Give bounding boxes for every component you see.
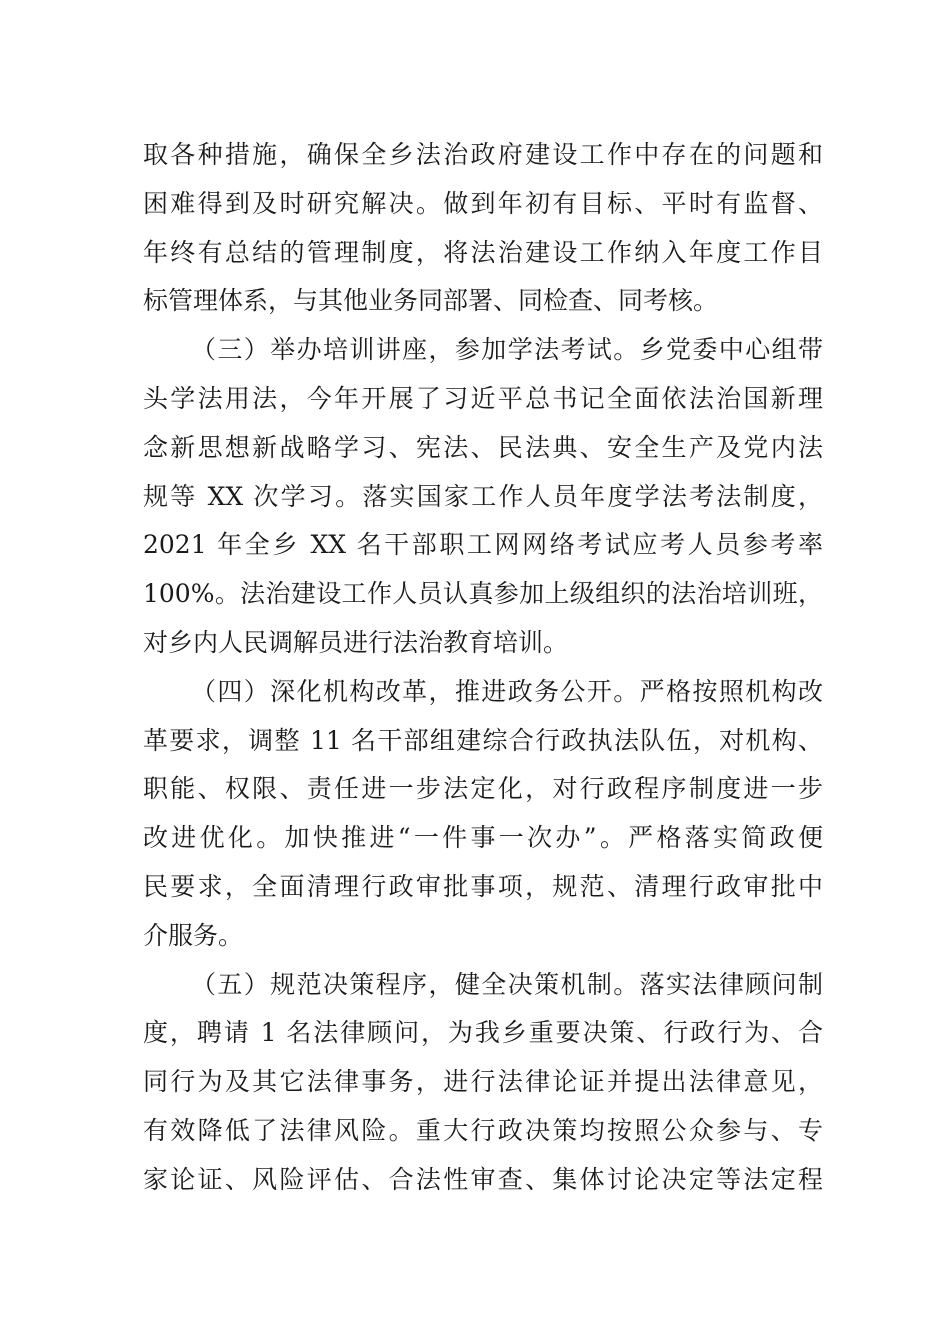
text-line: 100%。法治建设工作人员认真参加上级组织的法治培训班， [143, 579, 823, 609]
text-line: 对乡内人民调解员进行法治教育培训。 [143, 627, 569, 657]
section-heading-line: （三）举办培训讲座，参加学法考试。乡党委中心组带 [191, 335, 823, 365]
text-line: 取各种措施，确保全乡法治政府建设工作中存在的问题和 [143, 140, 823, 169]
text-line: 标管理体系，与其他业务同部署、同检查、同考核。 [143, 286, 719, 316]
text-line: 民要求，全面清理行政审批事项，规范、清理行政审批中 [143, 871, 823, 901]
text-line: 革要求，调整 11 名干部组建综合行政执法队伍，对机构、 [143, 725, 823, 755]
text-line: 年终有总结的管理制度，将法治建设工作纳入年度工作目 [143, 237, 823, 267]
text-line: 有效降低了法律风险。重大行政决策均按照公众参与、专 [143, 1115, 823, 1145]
text-line: 2021 年全乡 XX 名干部职工网网络考试应考人员参考率 [143, 530, 823, 560]
text-line: 介服务。 [143, 920, 244, 950]
text-line: 念新思想新战略学习、宪法、民法典、安全生产及党内法 [143, 432, 823, 462]
section-heading-line: （四）深化机构改革，推进政务公开。严格按照机构改 [191, 676, 823, 706]
text-line: 家论证、风险评估、合法性审查、集体讨论决定等法定程 [143, 1164, 823, 1194]
text-line: 改进优化。加快推进“一件事一次办”。严格落实简政便 [143, 823, 823, 853]
text-line: 困难得到及时研究解决。做到年初有目标、平时有监督、 [143, 188, 823, 218]
text-line: 头学法用法，今年开展了习近平总书记全面依法治国新理 [143, 383, 823, 413]
text-line: 规等 XX 次学习。落实国家工作人员年度学法考法制度， [143, 481, 823, 511]
text-line: 度，聘请 1 名法律顾问，为我乡重要决策、行政行为、合 [143, 1018, 823, 1048]
section-heading-line: （五）规范决策程序，健全决策机制。落实法律顾问制 [191, 969, 823, 999]
text-line: 职能、权限、责任进一步法定化，对行政程序制度进一步 [143, 774, 823, 804]
text-line: 同行为及其它法律事务，进行法律论证并提出法律意见， [143, 1067, 823, 1097]
document-body [143, 131, 823, 1205]
